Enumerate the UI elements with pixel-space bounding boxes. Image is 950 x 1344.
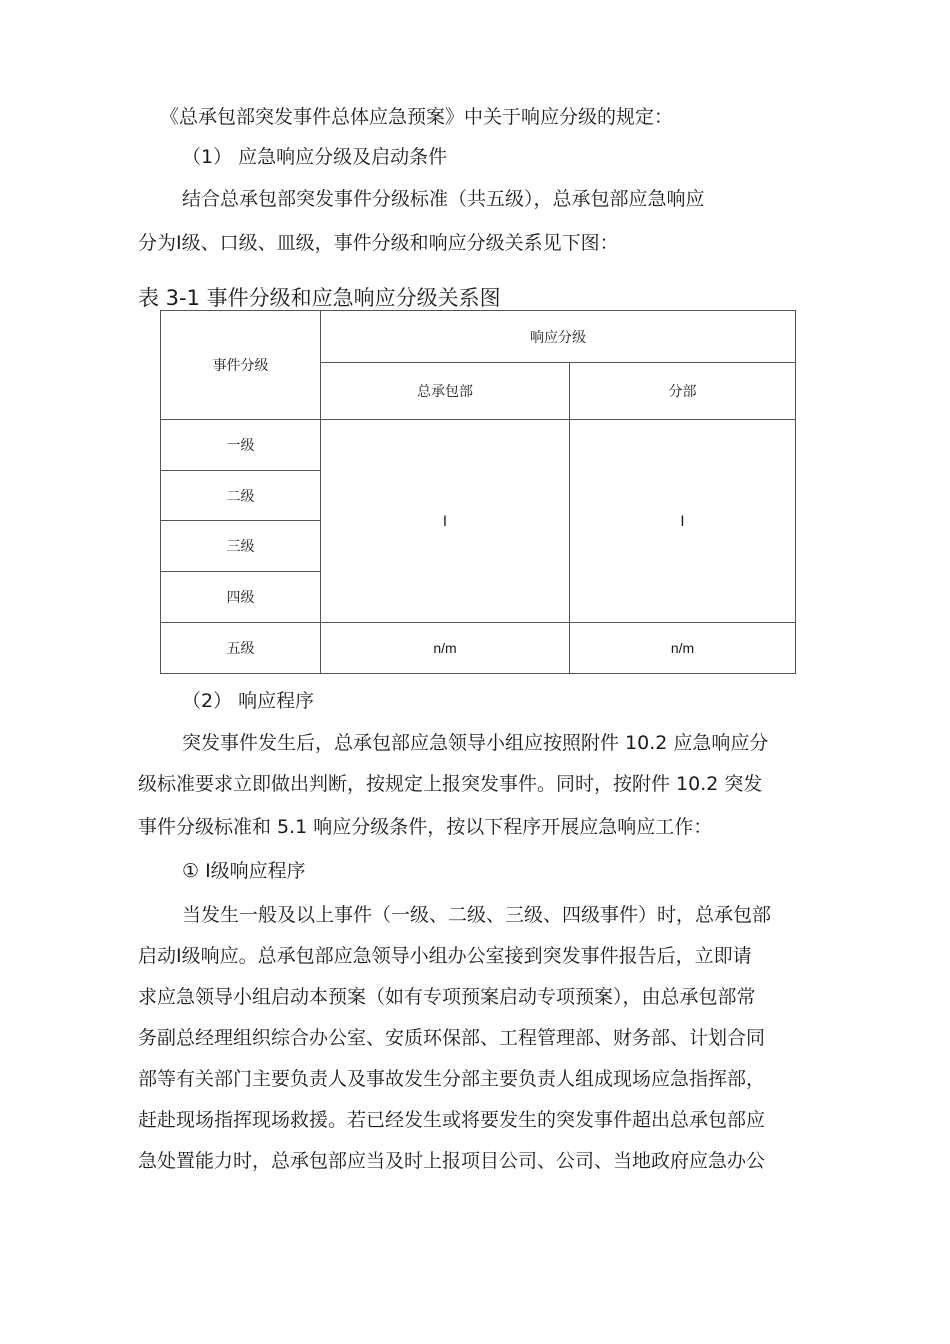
intro-line: 《总承包部突发事件总体应急预案》中关于响应分级的规定： (160, 106, 674, 128)
paragraph-line: 部等有关部门主要负责人及事故发生分部主要负责人组成现场应急指挥部， (138, 1068, 766, 1090)
header-hq: 总承包部 (321, 363, 570, 420)
header-response-level: 响应分级 (321, 311, 796, 363)
section-heading-1: （1） 应急响应分级及启动条件 (182, 146, 448, 168)
paragraph-line: 求应急领导小组启动本预案（如有专项预案启动专项预案），由总承包部常 (138, 986, 756, 1008)
section-heading-2: （2） 响应程序 (182, 690, 315, 712)
paragraph-line: 结合总承包部突发事件分级标准（共五级），总承包部应急响应 (182, 188, 705, 210)
paragraph-line: 突发事件发生后，总承包部应急领导小组应按照附件 10.2 应急响应分 (182, 732, 769, 754)
merged-cell-hq: Ⅰ (321, 420, 570, 623)
cell-level-5-hq: n/m (321, 623, 570, 674)
table-row-level-2: 二级 (161, 471, 321, 521)
paragraph-line: 务副总经理组织综合办公室、安质环保部、工程管理部、财务部、计划合同 (138, 1027, 766, 1049)
event-response-table (160, 310, 796, 674)
header-event-level: 事件分级 (161, 311, 321, 420)
paragraph-line: 启动Ⅰ级响应。总承包部应急领导小组办公室接到突发事件报告后，立即请 (138, 945, 752, 967)
paragraph-line: 级标准要求立即做出判断，按规定上报突发事件。同时，按附件 10.2 突发 (138, 773, 763, 795)
table-row-level-5: 五级 (161, 623, 321, 674)
paragraph-line: 急处置能力时，总承包部应当及时上报项目公司、公司、当地政府应急办公 (138, 1150, 766, 1172)
table-row-level-4: 四级 (161, 572, 321, 623)
table-row-level-1: 一级 (161, 420, 321, 471)
paragraph-line: 事件分级标准和 5.1 响应分级条件，按以下程序开展应急响应工作： (138, 816, 713, 838)
merged-cell-branch: Ⅰ (570, 420, 796, 623)
paragraph-line: 赶赴现场指挥现场救援。若已经发生或将要发生的突发事件超出总承包部应 (138, 1109, 766, 1131)
paragraph-line: 当发生一般及以上事件（一级、二级、三级、四级事件）时，总承包部 (182, 904, 772, 926)
cell-level-5-branch: n/m (570, 623, 796, 674)
section-heading-3: ① Ⅰ级响应程序 (182, 860, 306, 882)
table-caption: 表 3-1 事件分级和应急响应分级关系图 (138, 286, 501, 310)
paragraph-line: 分为Ⅰ级、口级、皿级，事件分级和响应分级关系见下图： (138, 232, 619, 254)
table-row-level-3: 三级 (161, 521, 321, 572)
header-branch: 分部 (570, 363, 796, 420)
